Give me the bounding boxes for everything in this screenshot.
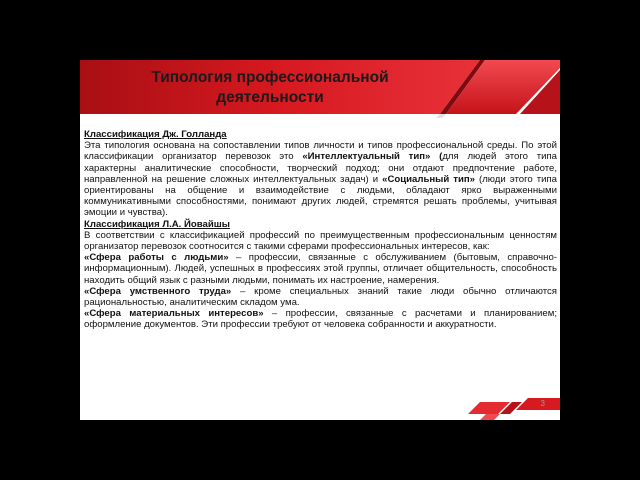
holland-heading: Классификация Дж. Голланда — [84, 129, 227, 140]
sphere-material-text: – профессии, связанные с расчетами и планированием; оформление документов. Эти профессии требуют от человека собранности и аккуратности. — [84, 308, 557, 331]
intellectual-type: «Интеллектуальный тип» ( — [302, 151, 443, 163]
sphere-mental-title: «Сфера умственного труда» — [84, 285, 232, 297]
sphere-mental — [84, 286, 557, 308]
sphere-mental-text: – кроме специальных знаний такие люди обычно отличаются рациональностью, аналитическим складом ума. — [84, 285, 558, 309]
social-type: «Социальный тип» — [382, 173, 475, 185]
holland-text-3: (люди этого типа ориентированы на общение и взаимодействие с людьми, обладают ярко выраженными коммуникативными способностями, понимают других людей, стремятся решать проблемы, учитывая эмоции и чувства). — [84, 173, 557, 219]
slide — [80, 60, 560, 420]
sphere-people-text: – профессии, связанные с обслуживанием (бытовым, справочно-информационным). Людей, успешных в профессиях этой группы, отличает общительность, способность находить общий язык с разными людьми, понимать их настроение, намерения. — [84, 252, 557, 286]
slide-content — [84, 129, 557, 331]
iovaisha-heading: Классификация Л.А. Йовайшы — [84, 218, 230, 230]
title-line-1: Типология профессиональной — [151, 69, 389, 86]
holland-text-2: для людей этого типа характерны аналитические способности, творческий подход; они отдают предпочтение работе, направленной на решение сложных интеллектуальных задач) и — [84, 151, 558, 185]
holland-text-1: Эта типология основана на сопоставлении типов личности и типов профессиональной среды. По этой классификации организатор перевозок это — [84, 140, 557, 163]
sphere-people-title: «Сфера работы с людьми» — [84, 252, 229, 264]
footer-decoration — [460, 392, 560, 420]
slide-title — [120, 68, 420, 108]
holland-paragraph — [84, 140, 557, 218]
sphere-material-title: «Сфера материальных интересов» — [84, 308, 264, 320]
sphere-material — [84, 308, 557, 330]
iovaisha-intro: В соответствии с классификацией профессий по преимущественным профессиональным ценностям организатор перевозок соотносится с такими сферами профессиональных интересов, как: — [84, 229, 557, 253]
page-number: 3 — [540, 399, 545, 408]
title-line-2: деятельности — [216, 89, 324, 106]
sphere-people — [84, 252, 557, 286]
